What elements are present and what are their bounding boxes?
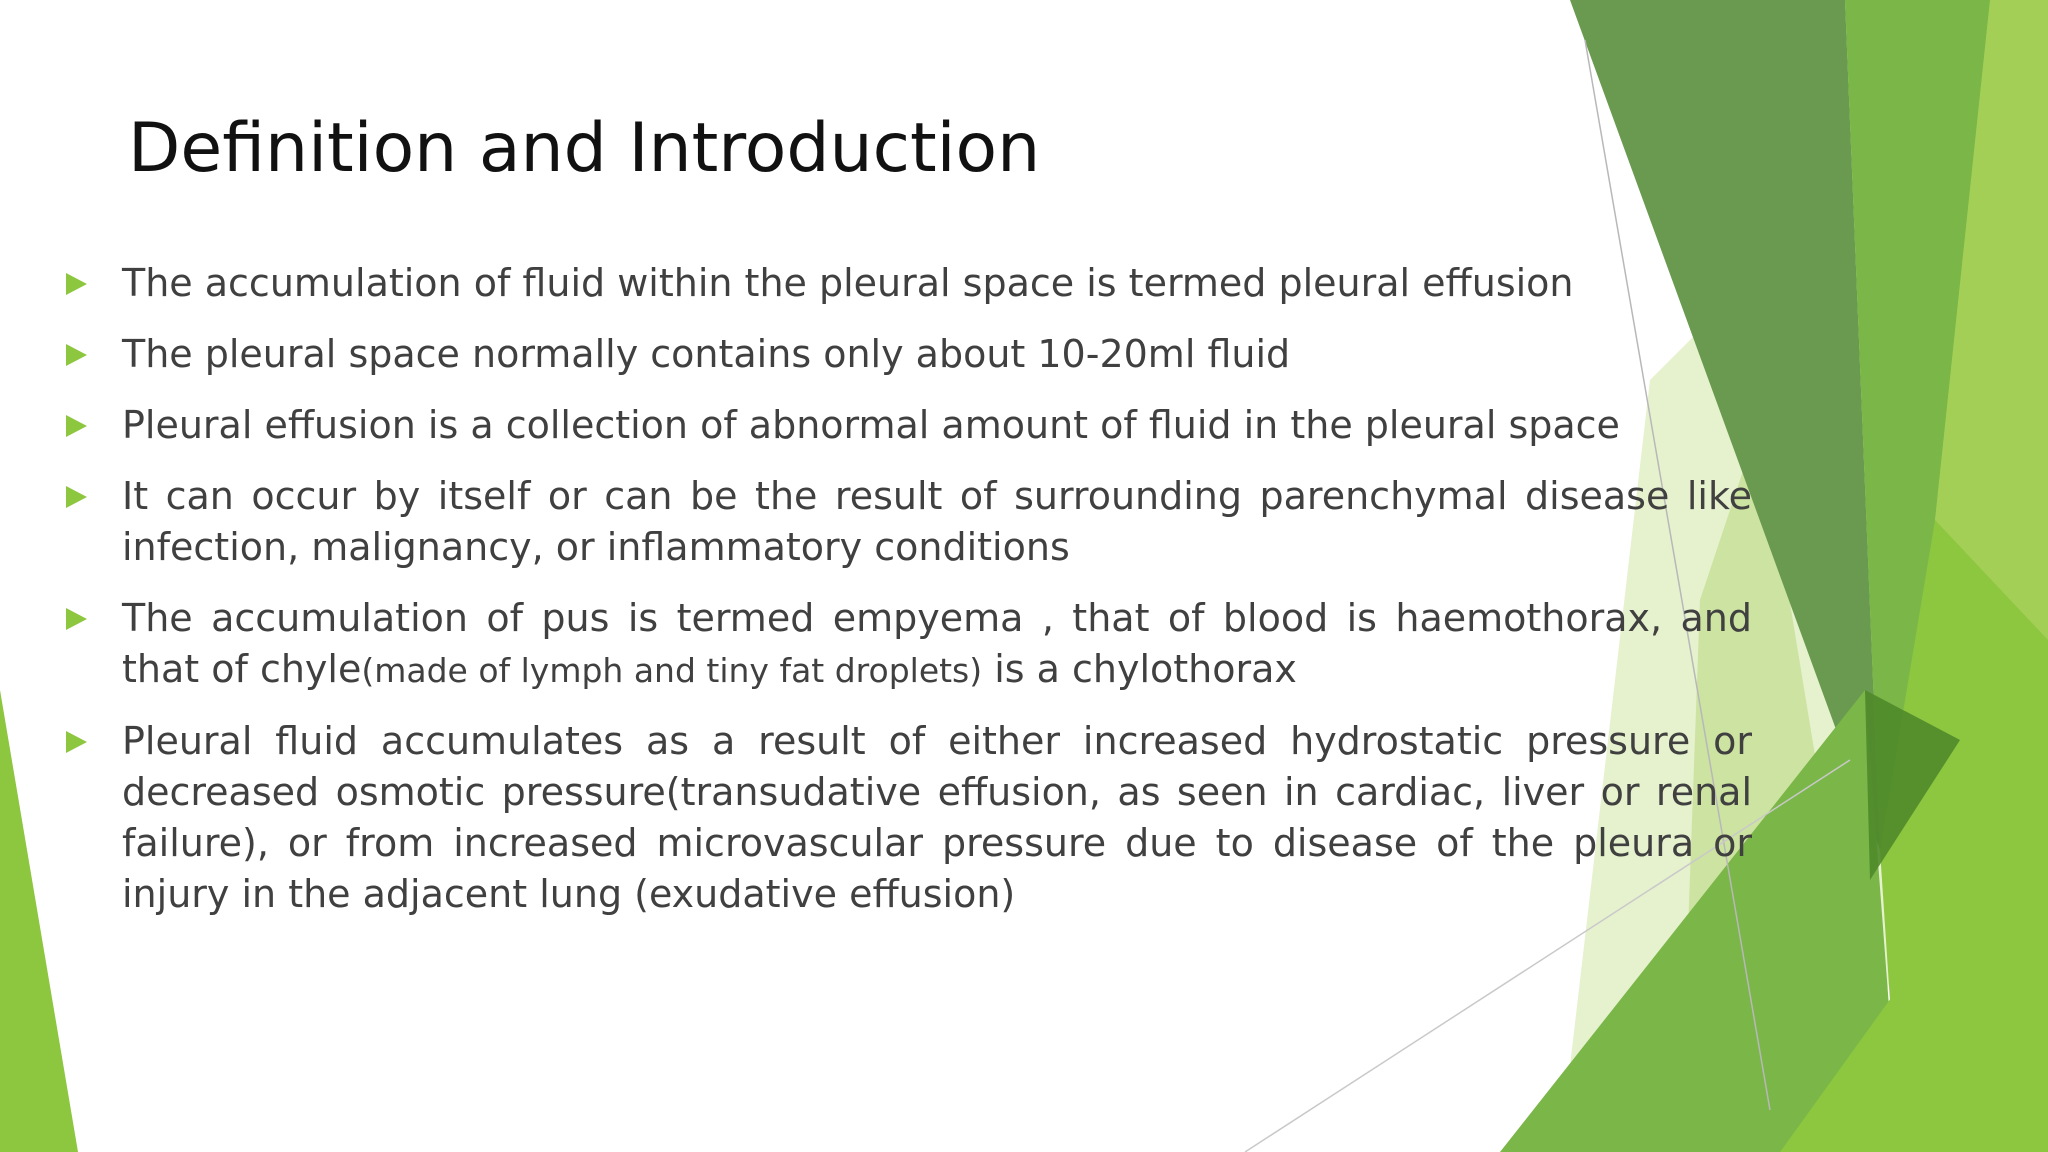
- bullet-text: It can occur by itself or can be the result of surrounding parenchymal disease like infection, malignancy, or inflammatory conditions: [122, 474, 1752, 569]
- bullet-text: The pleural space normally contains only about 10-20ml fluid: [122, 332, 1291, 376]
- bullet-text: is a chylothorax: [982, 647, 1297, 691]
- bullet-arrow-icon: [66, 273, 87, 295]
- bullet-arrow-icon: [66, 344, 87, 366]
- bullet-item: [66, 258, 1752, 309]
- bullet-arrow-icon: [66, 731, 87, 753]
- bullet-list: [66, 258, 1752, 940]
- bullet-item: [66, 400, 1752, 451]
- bullet-item: [66, 716, 1752, 920]
- bullet-item: [66, 471, 1752, 573]
- bullet-text: Pleural fluid accumulates as a result of either increased hydrostatic pressure or decreased osmotic pressure(transudative effusion, as seen in cardiac, liver or renal failure), or from increased microvascular pressure due to disease of the pleura or injury in the adjacent lung (exudative effusion): [122, 719, 1752, 916]
- bullet-item: [66, 593, 1752, 696]
- bullet-arrow-icon: [66, 486, 87, 508]
- bullet-text: The accumulation of fluid within the pleural space is termed pleural effusion: [122, 261, 1574, 305]
- bullet-text: The accumulation of pus is termed empyema , that of blood is haemothorax, and that of chyle: [122, 596, 1752, 691]
- bullet-item: [66, 329, 1752, 380]
- bullet-text-small: (made of lymph and tiny fat droplets): [361, 651, 983, 690]
- bullet-arrow-icon: [66, 415, 87, 437]
- bullet-arrow-icon: [66, 608, 87, 630]
- slide-title: Definition and Introduction: [128, 109, 1041, 188]
- bullet-text: Pleural effusion is a collection of abnormal amount of fluid in the pleural space: [122, 403, 1620, 447]
